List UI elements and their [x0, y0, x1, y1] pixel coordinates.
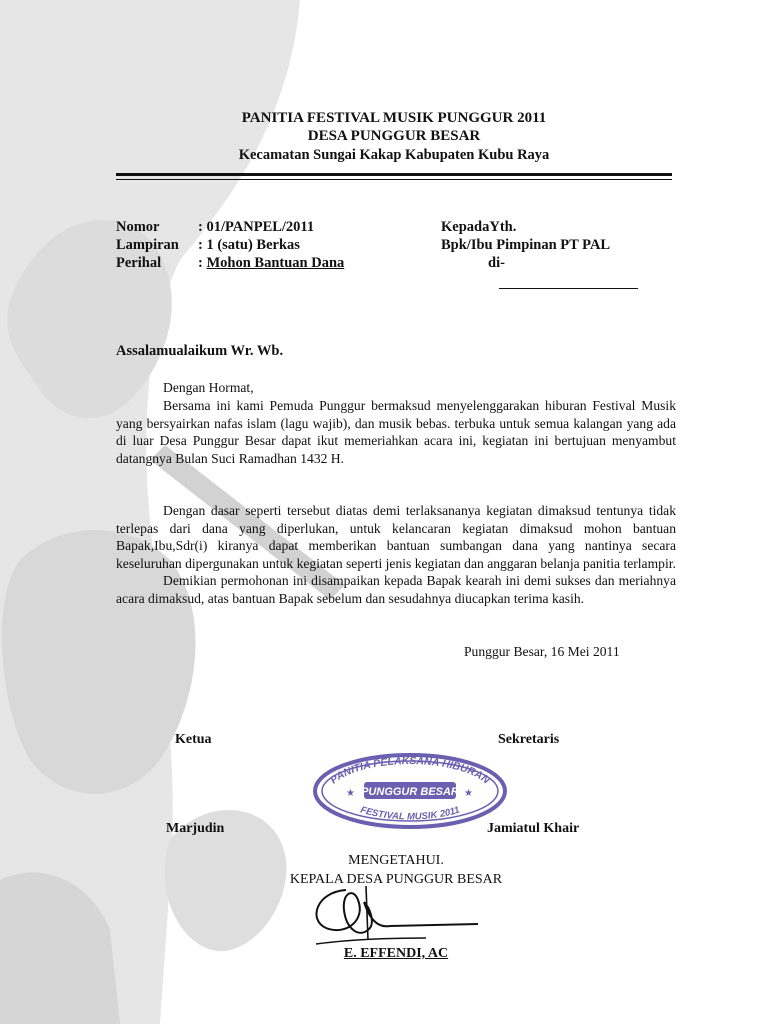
meta-nomor-label: Nomor [116, 219, 160, 235]
stamp-top-text: PANITIA PELAKSANA HIBURAN [327, 754, 492, 787]
meta-nomor [116, 218, 436, 236]
stamp-middle-text: PUNGGUR BESAR [361, 786, 459, 798]
meta-lampiran [116, 236, 436, 254]
header-rule-thick [116, 173, 672, 176]
letterhead-title: PANITIA FESTIVAL MUSIK PUNGGUR 2011 [241, 110, 547, 126]
meta-perihal [116, 254, 436, 272]
ketua-name: Marjudin [166, 821, 225, 836]
sekretaris-title: Sekretaris [498, 732, 560, 747]
sekretaris-name: Jamiatul Khair [487, 821, 580, 836]
paragraph-3: Demikian permohonan ini disampaikan kepada Bapak kearah ini demi sukses dan meriahnya acara dimaksud, atas bantuan Bapak sebelum dan sesudahnya diucapkan terima kasih. [116, 573, 676, 606]
meta-lampiran-value: : 1 (satu) Berkas [198, 237, 300, 253]
letterhead-district: Kecamatan Sungai Kakap Kabupaten Kubu Raya [238, 147, 550, 163]
approval-label: MENGETAHUI. [348, 853, 444, 868]
handwritten-signature [306, 880, 486, 950]
paragraph-1: Bersama ini kami Pemuda Punggur bermaksud menyelenggarakan hiburan Festival Musik yang bersyairkan nafas islam (lagu wajib), dan musik bebas. terbuka untuk semua kalangan yang ada di luar Desa Punggur Besar dapat ikut memeriahkan acara ini, kegiatan ini bertujuan menyambut datangnya Bulan Suci Ramadhan 1432 H. [116, 398, 676, 466]
recipient-salutation: KepadaYth. [441, 219, 517, 235]
paragraph-2: Dengan dasar seperti tersebut diatas demi terlaksananya kegiatan dimaksud tentunya tidak terlepas dari dana yang diperlukan, untuk kelancaran kegiatan dimaksud mohon bantuan Bapak,Ibu,Sdr(i) kiranya dapat memberikan bantuan sumbangan dana yang nantinya secara keseluruhan dipergunakan untuk kegiatan seperti jenis kegiatan dan anggaran belanja panitia terlampir. [116, 503, 676, 571]
recipient-location: di- [488, 255, 505, 271]
header-rule-thin [116, 179, 672, 180]
letterhead-village: DESA PUNGGUR BESAR [307, 128, 481, 144]
svg-text:FESTIVAL MUSIK 2011 [359, 805, 461, 823]
opening: Dengan Hormat, [163, 380, 254, 395]
meta-perihal-value: Mohon Bantuan Dana [206, 255, 345, 271]
meta-perihal-label: Perihal [116, 255, 162, 271]
meta-nomor-value: : 01/PANPEL/2011 [198, 219, 315, 235]
approval-position: KEPALA DESA PUNGGUR BESAR [289, 872, 503, 887]
ketua-title: Ketua [175, 732, 212, 747]
svg-text:PANITIA PELAKSANA HIBURAN [328, 755, 492, 787]
star-icon: ★ [346, 788, 355, 799]
letter-meta [116, 218, 436, 274]
meta-perihal-colon: : [198, 255, 207, 271]
greeting: Assalamualaikum Wr. Wb. [116, 343, 284, 359]
star-icon: ★ [464, 788, 473, 799]
recipient-name: Bpk/Ibu Pimpinan PT PAL [441, 237, 611, 253]
committee-stamp [312, 752, 508, 830]
village-head-name: E. EFFENDI, AC [343, 946, 449, 961]
meta-lampiran-label: Lampiran [116, 237, 179, 253]
recipient-address-line [499, 288, 638, 289]
place-date: Punggur Besar, 16 Mei 2011 [464, 644, 620, 659]
stamp-bottom-text: FESTIVAL MUSIK 2011 [358, 804, 462, 823]
